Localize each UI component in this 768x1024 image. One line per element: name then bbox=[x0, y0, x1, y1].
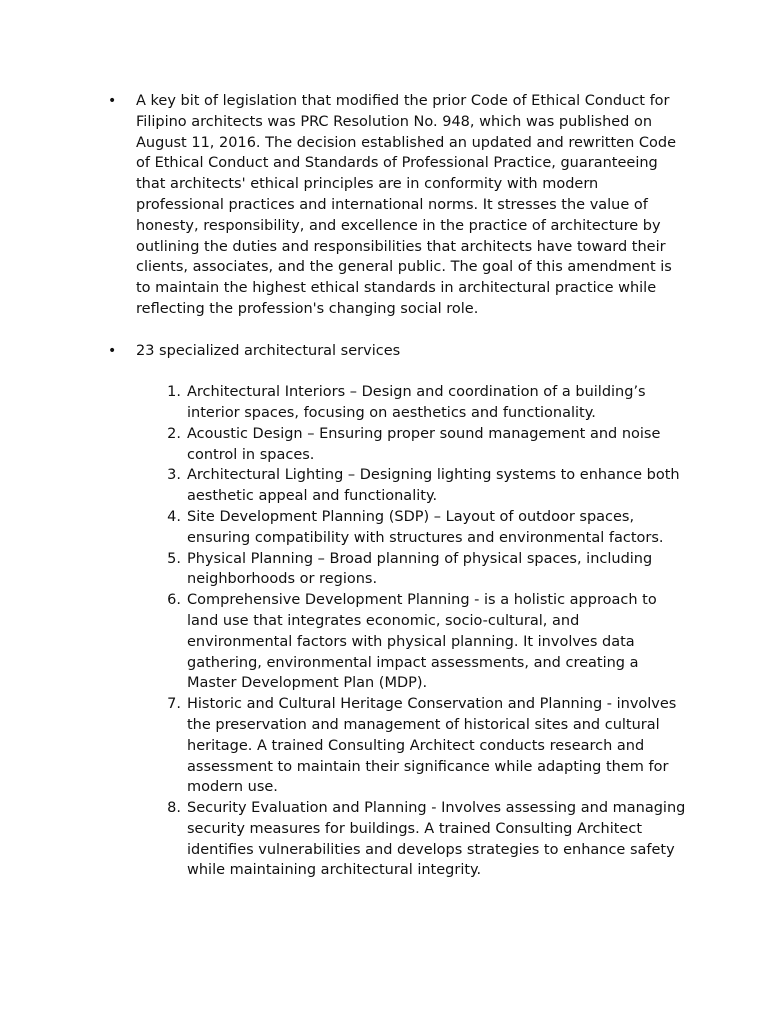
list-item-text: Comprehensive Development Planning - is a holistic approach to land use that integrates economic, socio-cultural, and environmental factors with physical planning. It involves data gathering, environmental impact assessments, and creating a Master Development Plan (MDP). bbox=[187, 592, 657, 692]
bullet-icon: • bbox=[108, 93, 117, 109]
list-number: 3. bbox=[167, 467, 181, 484]
services-heading: 23 specialized architectural services bbox=[136, 342, 401, 359]
list-number: 8. bbox=[167, 800, 181, 817]
list-item-text: Physical Planning – Broad planning of physical spaces, including neighborhoods or regions. bbox=[187, 550, 653, 588]
list-number: 4. bbox=[167, 508, 181, 525]
bullet-item-legislation bbox=[108, 91, 688, 320]
list-item-text: Architectural Lighting – Designing lighting systems to enhance both aesthetic appeal and functionality. bbox=[187, 467, 680, 505]
list-item bbox=[153, 694, 688, 798]
list-item bbox=[153, 507, 688, 549]
legislation-paragraph: A key bit of legislation that modified the prior Code of Ethical Conduct for Filipino architects was PRC Resolution No. 948, which was published on August 11, 2016. The decision established an updated and rewritten Code of Ethical Conduct and Standards of Professional Practice, guaranteeing that architects' ethical principles are in conformity with modern professional practices and international norms. It stresses the value of honesty, responsibility, and excellence in the practice of architecture by outlining the duties and responsibilities that architects have toward their clients, associates, and the general public. The goal of this amendment is to maintain the highest ethical standards in architectural practice while reflecting the profession's changing social role. bbox=[136, 93, 676, 317]
paragraph-spacer bbox=[108, 361, 688, 382]
list-item-text: Architectural Interiors – Design and coordination of a building’s interior spaces, focusing on aesthetics and functionality. bbox=[187, 384, 646, 421]
list-item bbox=[153, 798, 688, 881]
list-item-text: Site Development Planning (SDP) – Layout of outdoor spaces, ensuring compatibility with structures and environmental factors. bbox=[187, 508, 664, 546]
list-number: 7. bbox=[167, 696, 181, 713]
list-item bbox=[153, 424, 688, 466]
bullet-icon: • bbox=[108, 342, 117, 359]
list-number: 1. bbox=[167, 384, 181, 401]
list-number: 6. bbox=[167, 592, 181, 609]
list-number: 5. bbox=[167, 550, 181, 567]
services-list bbox=[153, 382, 688, 881]
list-item bbox=[153, 590, 688, 694]
list-item bbox=[153, 382, 688, 424]
paragraph-spacer bbox=[108, 320, 688, 341]
bullet-item-services bbox=[108, 341, 688, 362]
list-item-text: Security Evaluation and Planning - Involves assessing and managing security measures for buildings. A trained Consulting Architect identifies vulnerabilities and develops strategies to enhance safety while maintaining architectural integrity. bbox=[187, 800, 686, 879]
list-number: 2. bbox=[167, 425, 181, 442]
list-item-text: Acoustic Design – Ensuring proper sound management and noise control in spaces. bbox=[187, 425, 661, 463]
list-item bbox=[153, 549, 688, 591]
list-item-text: Historic and Cultural Heritage Conservation and Planning - involves the preservation and management of historical sites and cultural heritage. A trained Consulting Architect conducts research and assessment to maintain their significance while adapting them for modern use. bbox=[187, 696, 677, 796]
document-body bbox=[108, 91, 688, 881]
list-item bbox=[153, 465, 688, 507]
